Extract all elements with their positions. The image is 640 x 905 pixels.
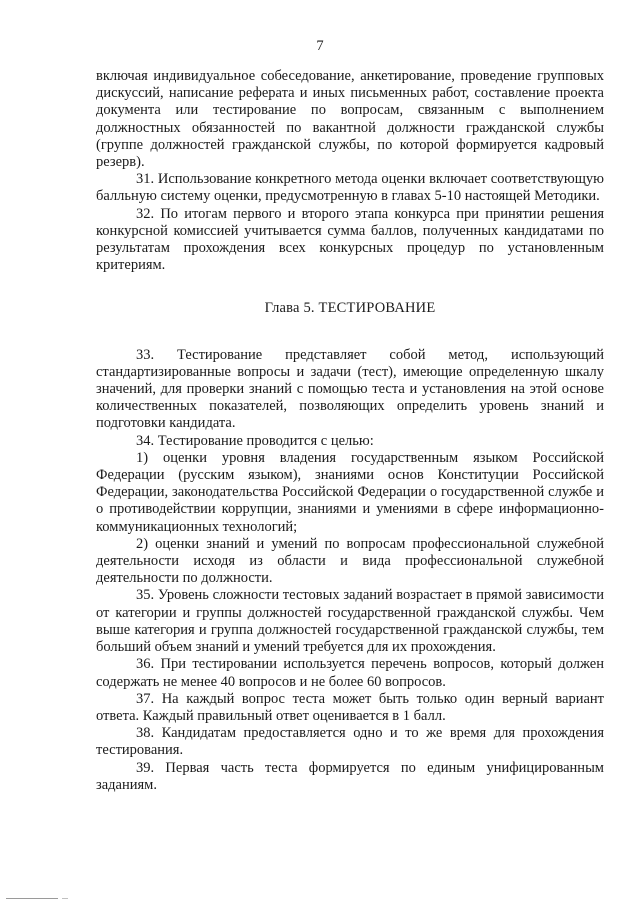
page-number: 7 [316, 38, 324, 54]
paragraph-39: 39. Первая часть теста формируется по единым унифицированным заданиям. [96, 759, 604, 793]
paragraph-35: 35. Уровень сложности тестовых заданий возрастает в прямой зависимости от категории и группы должностей государственной гражданской службы. Чем выше категория и группа должностей государственной гражданской службы, тем больший объем знаний и умений требуется для их прохождения. [96, 587, 604, 656]
paragraph-31: 31. Использование конкретного метода оценки включает соответствующую балльную систему оценки, предусмотренную в главах 5-10 настоящей Методики. [96, 171, 604, 205]
scan-artifact-dot [62, 898, 68, 899]
paragraph-37: 37. На каждый вопрос теста может быть только один верный вариант ответа. Каждый правильный ответ оценивается в 1 балл. [96, 690, 604, 724]
paragraph-34-item-2: 2) оценки знаний и умений по вопросам профессиональной служебной деятельности исходя из области и вида профессиональной служебной деятельности по должности. [96, 535, 604, 587]
paragraph-33: 33. Тестирование представляет собой метод, использующий стандартизированные вопросы и задачи (тест), имеющие определенную шкалу значений, для проверки знаний с помощью теста и установления на этой основе количественных показателей, позволяющих определить уровень знаний и подготовки кандидата. [96, 346, 604, 432]
paragraph-36: 36. При тестировании используется перечень вопросов, который должен содержать не менее 40 вопросов и не более 60 вопросов. [96, 656, 604, 690]
scan-artifact-line [6, 898, 58, 899]
paragraph-32: 32. По итогам первого и второго этапа конкурса при принятии решения конкурсной комиссией учитывается сумма баллов, полученных кандидатами по результатам прохождения всех конкурсных процедур по установленным критериям. [96, 205, 604, 274]
paragraph-38: 38. Кандидатам предоставляется одно и то же время для прохождения тестирования. [96, 725, 604, 759]
document-body [96, 68, 604, 794]
paragraph-34-item-1: 1) оценки уровня владения государственным языком Российской Федерации (русским языком), знаниями основ Конституции Российской Федерации, законодательства Российской Федерации о государственной службе и о противодействии коррупции, знаниями и умениями в сфере информационно-коммуникационных технологий; [96, 449, 604, 535]
paragraph-intro-continuation: включая индивидуальное собеседование, анкетирование, проведение групповых дискуссий, написание реферата и иных письменных работ, составление проекта документа или тестирование по вопросам, связанным с выполнением должностных обязанностей по вакантной должности гражданской службы (группе должностей гражданской службы, по которой формируется кадровый резерв). [96, 68, 604, 171]
paragraph-34: 34. Тестирование проводится с целью: [136, 432, 374, 449]
chapter-heading: Глава 5. ТЕСТИРОВАНИЕ [264, 300, 436, 317]
